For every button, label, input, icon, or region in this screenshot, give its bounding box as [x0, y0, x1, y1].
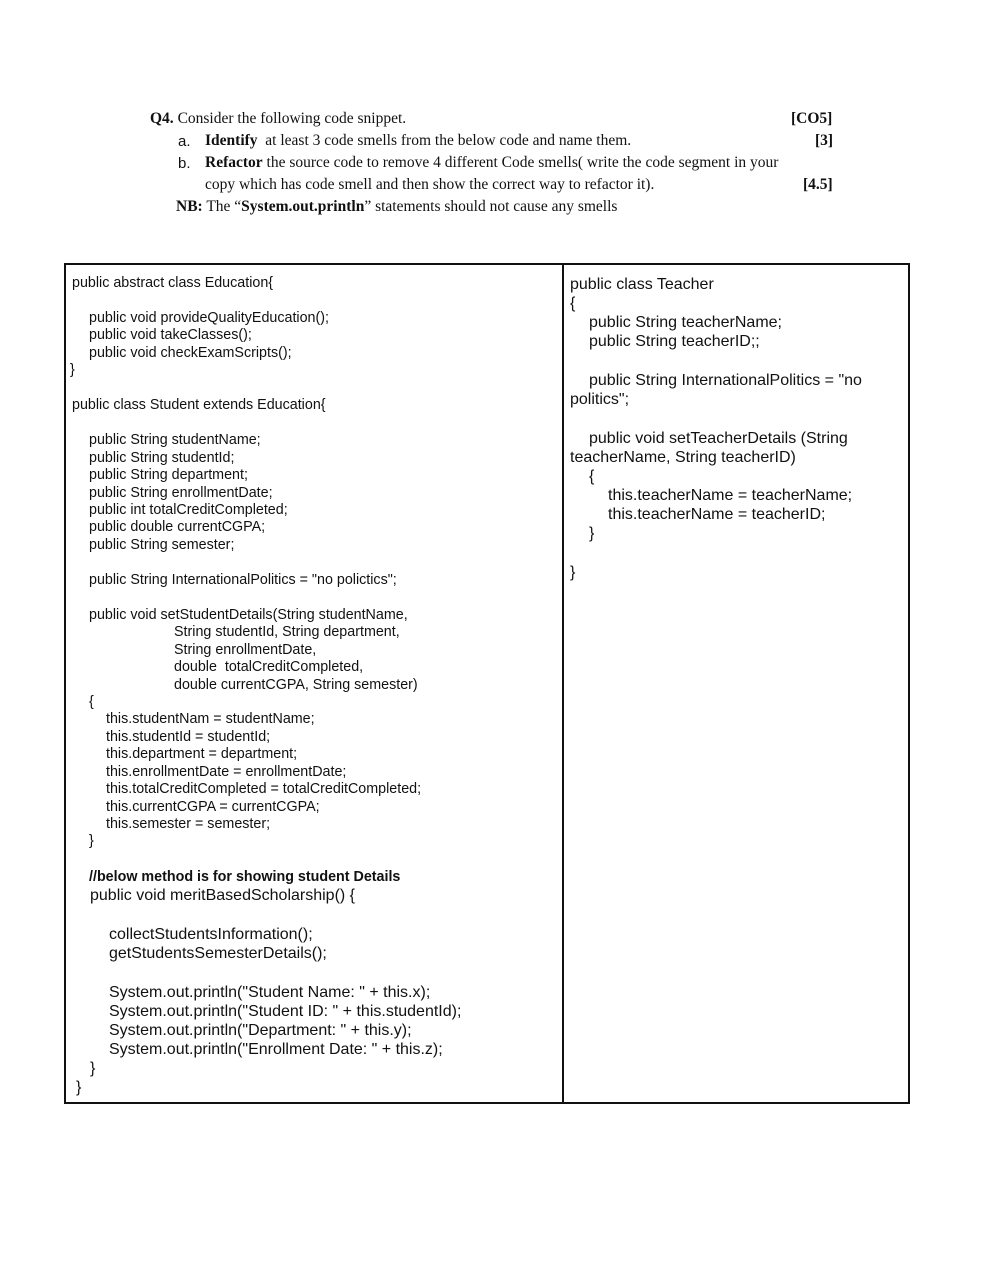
code-line: } [76, 1079, 82, 1096]
nb-label: NB: [176, 198, 203, 215]
code-line: this.totalCreditCompleted = totalCreditCompleted; [106, 781, 422, 797]
part-b-text-line2: copy which has code smell and then show the correct way to refactor it). [205, 176, 655, 193]
code-line: this.department = department; [106, 746, 298, 762]
code-line: public String studentName; [89, 432, 261, 448]
code-line: public class Student extends Education{ [72, 397, 326, 413]
code-comment: //below method is for showing student Details [89, 869, 401, 885]
code-line: politics"; [570, 391, 630, 408]
code-line: teacherName, String teacherID) [570, 449, 796, 466]
part-a-verb: Identify [205, 132, 258, 149]
code-line: public double currentCGPA; [89, 519, 266, 535]
code-line: this.semester = semester; [106, 816, 271, 832]
code-line: } [589, 525, 595, 542]
nb-note [176, 198, 617, 216]
part-b-text-line1 [205, 154, 778, 172]
code-line: } [70, 362, 75, 378]
code-table [64, 263, 910, 1104]
column-divider [562, 265, 564, 1102]
code-line: } [89, 833, 94, 849]
code-line: public void checkExamScripts(); [89, 345, 292, 361]
code-line: System.out.println("Student ID: " + this.studentId); [109, 1003, 462, 1020]
code-line: double totalCreditCompleted, [174, 659, 364, 675]
code-line: double currentCGPA, String semester) [174, 677, 418, 693]
code-line: public void provideQualityEducation(); [89, 310, 329, 326]
code-line: public void setTeacherDetails (String [589, 430, 848, 447]
question-intro-line [150, 110, 406, 128]
part-b-marks: [4.5] [803, 176, 833, 193]
code-line: this.studentNam = studentName; [106, 711, 315, 727]
code-line: public String enrollmentDate; [89, 485, 273, 501]
code-line: } [570, 564, 576, 581]
part-a-marker: a. [178, 133, 191, 150]
code-line: String studentId, String department, [174, 624, 400, 640]
code-line: getStudentsSemesterDetails(); [109, 945, 327, 962]
part-a-marks: [3] [815, 132, 834, 149]
code-line: public String InternationalPolitics = "no polictics"; [89, 572, 397, 588]
question-number: Q4. [150, 110, 174, 127]
code-line: String enrollmentDate, [174, 642, 317, 658]
nb-post: ” statements should not cause any smells [364, 198, 618, 215]
code-line: System.out.println("Enrollment Date: " + this.z); [109, 1041, 443, 1058]
part-a-text [205, 132, 631, 150]
code-line: this.studentId = studentId; [106, 729, 271, 745]
nb-emph: System.out.println [241, 198, 365, 215]
code-line: public String teacherName; [589, 314, 782, 331]
part-b-verb: Refactor [205, 154, 263, 171]
code-line: public String semester; [89, 537, 235, 553]
code-line: public void takeClasses(); [89, 327, 252, 343]
code-line: public String teacherID;; [589, 333, 760, 350]
question-intro: Consider the following code snippet. [177, 110, 407, 127]
code-line: public String InternationalPolitics = "no [589, 372, 862, 389]
code-line: { [589, 468, 595, 485]
code-line: { [89, 694, 94, 710]
code-line: public String studentId; [89, 450, 235, 466]
code-line: public abstract class Education{ [72, 275, 274, 291]
code-line: } [90, 1060, 96, 1077]
code-line: collectStudentsInformation(); [109, 926, 313, 943]
code-line: this.enrollmentDate = enrollmentDate; [106, 764, 347, 780]
code-line: public void meritBasedScholarship() { [90, 887, 356, 904]
code-line: this.teacherName = teacherName; [608, 487, 853, 504]
part-b-marker: b. [178, 155, 191, 172]
code-line: this.currentCGPA = currentCGPA; [106, 799, 320, 815]
code-line: public String department; [89, 467, 248, 483]
code-line: System.out.println("Student Name: " + this.x); [109, 984, 431, 1001]
code-line: public class Teacher [570, 276, 714, 293]
code-line: System.out.println("Department: " + this.y); [109, 1022, 412, 1039]
nb-pre: The “ [206, 198, 242, 215]
code-line: this.teacherName = teacherID; [608, 506, 826, 523]
part-b-body-1: the source code to remove 4 different Code smells( write the code segment in your [266, 154, 779, 171]
code-line: public void setStudentDetails(String studentName, [89, 607, 408, 623]
part-a-body: at least 3 code smells from the below code and name them. [265, 132, 632, 149]
co-tag: [CO5] [791, 110, 833, 127]
code-line: public int totalCreditCompleted; [89, 502, 288, 518]
code-line: { [570, 295, 576, 312]
